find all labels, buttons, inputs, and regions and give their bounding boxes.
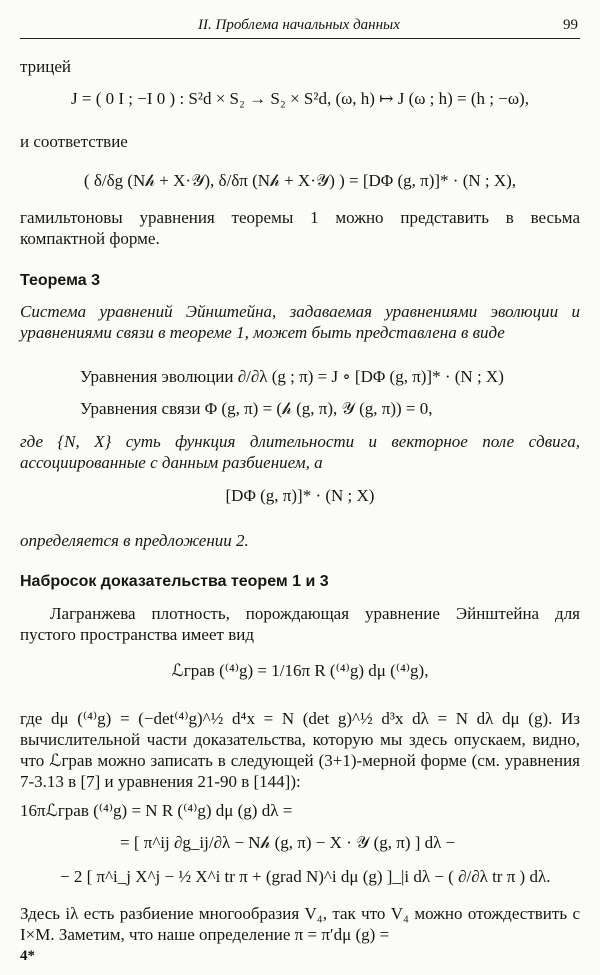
text-volume-element: где dμ (⁽⁴⁾g) = (−det⁽⁴⁾g)^½ d⁴x = N (det g)^½ d³x dλ = N dλ dμ (g). Из вычислительной части доказательства, которую мы здесь опускаем, видно, что ℒграв можно записать в следующей (3+1)-мерной форме (см. уравнения 7-3.13 в [7] и уравнения 21-90 в [144]):: [20, 709, 580, 791]
text-lagrangian-density: Лагранжева плотность, порождающая уравнение Эйнштейна для пустого пространства имеет вид: [20, 604, 580, 644]
page-number: 99: [563, 17, 578, 33]
equation-J: J = ( 0 I ; −I 0 ) : S²d × S₂ → S₂ × S²d, (ω, h) ↦ J (ω ; h) = (h ; −ω),: [71, 89, 529, 108]
theorem-statement: Система уравнений Эйнштейна, задаваемая уравнениями эволюции и уравнениями связи в теореме 1, может быть представлена в виде: [20, 302, 580, 342]
text-slicing: Здесь iλ есть разбиение многообразия V₄, так что V₄ можно отождествить с I×M. Заметим, что наше определение π = π′dμ (g) =: [20, 904, 580, 944]
equation-evolution: Уравнения эволюции ∂/∂λ (g ; π) = J ∘ [DΦ (g, π)]* · (N ; X): [80, 367, 504, 386]
signature-mark: 4*: [20, 948, 35, 964]
equation-constraints: Уравнения связи Φ (g, π) = (𝒽 (g, π), 𝒴 (g, π)) = 0,: [80, 399, 433, 418]
theorem-title: Теорема 3: [20, 272, 100, 289]
text-hamiltonian-equations: гамильтоновы уравнения теоремы 1 можно представить в весьма компактной форме.: [20, 208, 580, 248]
running-header: [20, 12, 580, 39]
equation-variational-derivative: ( δ/δg (N𝒽 + X·𝒴), δ/δπ (N𝒽 + X·𝒴) ) = [DΦ (g, π)]* · (N ; X),: [83, 171, 517, 190]
equation-16pi-line3: − 2 [ π^i_j X^j − ½ X^i tr π + (grad N)^i dμ (g) ]_|i dλ − ( ∂/∂λ tr π ) dλ.: [60, 867, 551, 886]
text-sootvetstvie: и соответствие: [20, 132, 128, 151]
header-title: II. Проблема начальных данных: [198, 17, 400, 33]
equation-DPhi-adjoint: [DΦ (g, π)]* · (N ; X): [225, 486, 375, 505]
proof-title: Набросок доказательства теорем 1 и 3: [20, 573, 329, 590]
book-page: [20, 0, 580, 975]
equation-16pi-line1: 16πℒграв (⁽⁴⁾g) = N R (⁽⁴⁾g) dμ (g) dλ =: [20, 801, 293, 820]
equation-lagrangian: ℒграв (⁽⁴⁾g) = 1/16π R (⁽⁴⁾g) dμ (⁽⁴⁾g),: [171, 661, 429, 680]
text-lapse-shift: где {N, X} суть функция длительности и векторное поле сдвига, ассоциированные с данным разбиением, а: [20, 432, 580, 472]
text-defined-in-proposition: определяется в предложении 2.: [20, 531, 249, 550]
equation-16pi-line2: = [ π^ij ∂g_ij/∂λ − N𝒽 (g, π) − X · 𝒴 (g, π) ] dλ −: [120, 833, 456, 852]
text-tritsey: трицей: [20, 57, 71, 76]
